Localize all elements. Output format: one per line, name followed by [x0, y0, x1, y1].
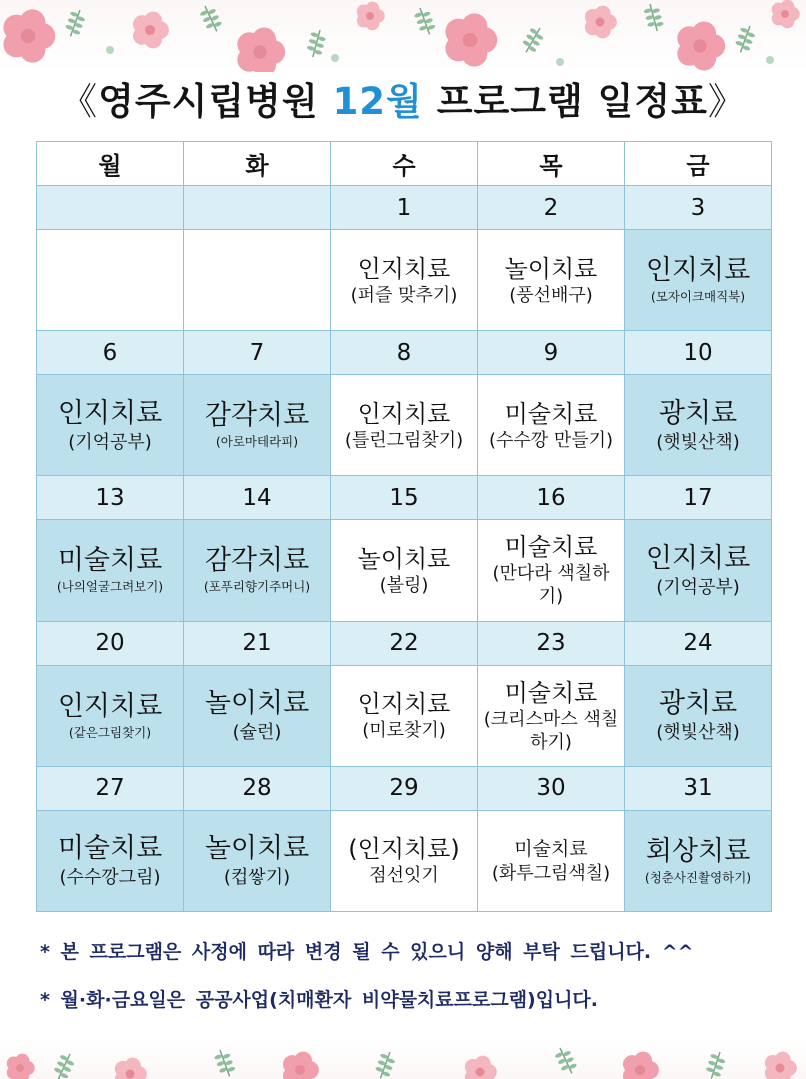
program-name: 놀이치료 [204, 833, 310, 865]
program-detail: (틀린그림찾기) [344, 429, 464, 451]
program-cell [478, 665, 625, 766]
program-detail: (화투그림색칠) [491, 862, 611, 884]
flower-icon [3, 9, 55, 62]
program-cell [331, 375, 478, 476]
program-name: 감각치료 [204, 545, 310, 577]
program-name: 인지치료 [357, 254, 451, 283]
date-cell: 28 [184, 766, 331, 810]
flower-icon [465, 1056, 497, 1079]
weekday-thu: 목 [478, 142, 625, 186]
program-cell [625, 665, 772, 766]
date-row [37, 476, 772, 520]
program-name: 놀이치료 [357, 544, 451, 573]
program-name: 인지치료 [645, 542, 751, 574]
date-cell: 1 [331, 186, 478, 230]
program-detail: (같은그림찾기) [68, 724, 152, 740]
title-hospital-name: 영주시립병원 [98, 80, 319, 123]
program-name: 미술치료 [504, 533, 598, 562]
program-cell [37, 810, 184, 911]
program-detail: (미로찾기) [362, 720, 446, 742]
flower-icon [115, 1058, 147, 1079]
leaf-icon [198, 3, 224, 35]
leaf-icon [553, 1045, 579, 1077]
page-title [0, 74, 806, 130]
date-cell: 8 [331, 331, 478, 375]
program-cell [184, 520, 331, 621]
flower-icon [445, 13, 497, 66]
program-cell [625, 520, 772, 621]
program-detail: (볼링) [379, 574, 429, 596]
date-cell [184, 186, 331, 230]
program-detail: (풍선배구) [509, 284, 593, 306]
program-name: 미술치료 [514, 837, 588, 860]
leaf-icon [212, 1047, 237, 1079]
program-detail: (포푸리향기주머니) [203, 579, 311, 595]
date-row [37, 621, 772, 665]
program-detail: (청춘사진촬영하기) [644, 869, 752, 885]
flower-icon [677, 21, 725, 70]
title-month: 12월 [332, 80, 423, 123]
program-name: 인지치료 [357, 399, 451, 428]
program-row [37, 375, 772, 476]
program-name: 감각치료 [204, 400, 310, 432]
date-cell: 16 [478, 476, 625, 520]
date-cell [37, 186, 184, 230]
flower-icon [283, 1052, 319, 1079]
program-detail: (만다라 색칠하기) [492, 563, 610, 608]
program-cell [331, 520, 478, 621]
program-detail: (햇빛산책) [656, 722, 740, 744]
program-name: 광치료 [658, 397, 738, 429]
date-cell: 31 [625, 766, 772, 810]
date-cell: 15 [331, 476, 478, 520]
leaf-icon [519, 24, 547, 56]
leaf-icon [733, 23, 758, 55]
title-close-bracket: 》 [707, 80, 746, 123]
program-cell [37, 230, 184, 331]
program-cell [625, 810, 772, 911]
date-row [37, 331, 772, 375]
weekday-fri: 금 [625, 142, 772, 186]
floral-banner-bottom [0, 1040, 806, 1079]
leaf-icon [412, 5, 437, 37]
date-cell: 9 [478, 331, 625, 375]
date-row [37, 766, 772, 810]
leaf-icon [51, 1051, 77, 1079]
program-cell [184, 375, 331, 476]
date-cell: 29 [331, 766, 478, 810]
program-name: (인지치료) [348, 835, 460, 864]
dot-icon [331, 54, 339, 62]
schedule-table [36, 141, 772, 912]
date-cell: 6 [37, 331, 184, 375]
program-detail: (수수깡 만들기) [488, 429, 614, 451]
program-detail: (아로마테라피) [215, 434, 299, 450]
program-row [37, 665, 772, 766]
title-open-bracket: 《 [60, 80, 99, 123]
notes-section [40, 932, 780, 1028]
program-cell [184, 810, 331, 911]
flower-icon [237, 27, 285, 72]
program-name: 미술치료 [504, 399, 598, 428]
program-name: 미술치료 [57, 833, 163, 865]
calendar-body [37, 186, 772, 912]
program-name: 미술치료 [57, 545, 163, 577]
program-name: 미술치료 [504, 678, 598, 707]
date-cell: 17 [625, 476, 772, 520]
program-detail: (수수깡그림) [59, 867, 161, 889]
program-detail: (모자이크매직북) [650, 289, 746, 305]
date-cell: 2 [478, 186, 625, 230]
program-name: 광치료 [658, 688, 738, 720]
program-cell [331, 810, 478, 911]
floral-banner-top [0, 0, 806, 72]
dot-icon [766, 56, 774, 64]
program-cell [184, 230, 331, 331]
program-cell [625, 230, 772, 331]
program-name: 인지치료 [645, 255, 751, 287]
program-cell [37, 520, 184, 621]
program-name: 회상치료 [645, 835, 751, 867]
program-detail: (햇빛산책) [656, 431, 740, 453]
program-cell [478, 375, 625, 476]
program-detail: 점선잇기 [369, 865, 439, 887]
program-detail: (크리스마스 색칠하기) [483, 708, 619, 753]
leaf-icon [704, 1050, 728, 1079]
date-cell: 20 [37, 621, 184, 665]
weekday-header-row [37, 142, 772, 186]
program-row [37, 520, 772, 621]
program-name: 인지치료 [57, 690, 163, 722]
program-row [37, 230, 772, 331]
date-cell: 27 [37, 766, 184, 810]
program-name: 놀이치료 [504, 254, 598, 283]
dot-icon [106, 46, 114, 54]
program-detail: (퍼즐 맞추기) [350, 284, 458, 306]
date-cell: 13 [37, 476, 184, 520]
program-detail: (기억공부) [656, 576, 740, 598]
leaf-icon [305, 28, 328, 59]
flower-icon [765, 1052, 797, 1079]
leaf-icon [63, 7, 88, 39]
program-detail: (나의얼굴그려보기) [56, 579, 164, 595]
date-cell: 24 [625, 621, 772, 665]
program-cell [331, 230, 478, 331]
weekday-wed: 수 [331, 142, 478, 186]
flower-icon [623, 1052, 659, 1079]
date-cell: 23 [478, 621, 625, 665]
flower-icon [585, 6, 617, 39]
title-suffix: 프로그램 일정표 [436, 80, 708, 123]
program-cell [478, 810, 625, 911]
flower-icon [7, 1054, 35, 1079]
program-detail: (컵쌓기) [223, 867, 291, 889]
date-cell: 3 [625, 186, 772, 230]
program-cell [184, 665, 331, 766]
program-cell [331, 665, 478, 766]
program-cell [625, 375, 772, 476]
program-cell [478, 520, 625, 621]
date-cell: 7 [184, 331, 331, 375]
date-cell: 30 [478, 766, 625, 810]
program-name: 놀이치료 [204, 688, 310, 720]
program-row [37, 810, 772, 911]
dot-icon [556, 58, 564, 66]
flower-icon [772, 0, 800, 28]
program-cell [478, 230, 625, 331]
flower-icon [357, 2, 385, 31]
leaf-icon [642, 2, 665, 33]
program-detail: (슐런) [232, 722, 282, 744]
note-schedule-change: * 본 프로그램은 사정에 따라 변경 될 수 있으니 양해 부탁 드립니다. ^^ [40, 941, 694, 963]
flower-icon [133, 12, 169, 49]
weekday-mon: 월 [37, 142, 184, 186]
program-name: 인지치료 [357, 690, 451, 719]
program-cell [37, 665, 184, 766]
leaf-icon [373, 1049, 398, 1079]
program-detail: (기억공부) [68, 431, 152, 453]
program-cell [37, 375, 184, 476]
weekday-tue: 화 [184, 142, 331, 186]
program-name: 인지치료 [57, 397, 163, 429]
date-cell: 10 [625, 331, 772, 375]
date-cell: 22 [331, 621, 478, 665]
date-cell: 14 [184, 476, 331, 520]
date-row [37, 186, 772, 230]
date-cell: 21 [184, 621, 331, 665]
note-public-project: * 월·화·금요일은 공공사업(치매환자 비약물치료프로그램)입니다. [40, 989, 599, 1011]
